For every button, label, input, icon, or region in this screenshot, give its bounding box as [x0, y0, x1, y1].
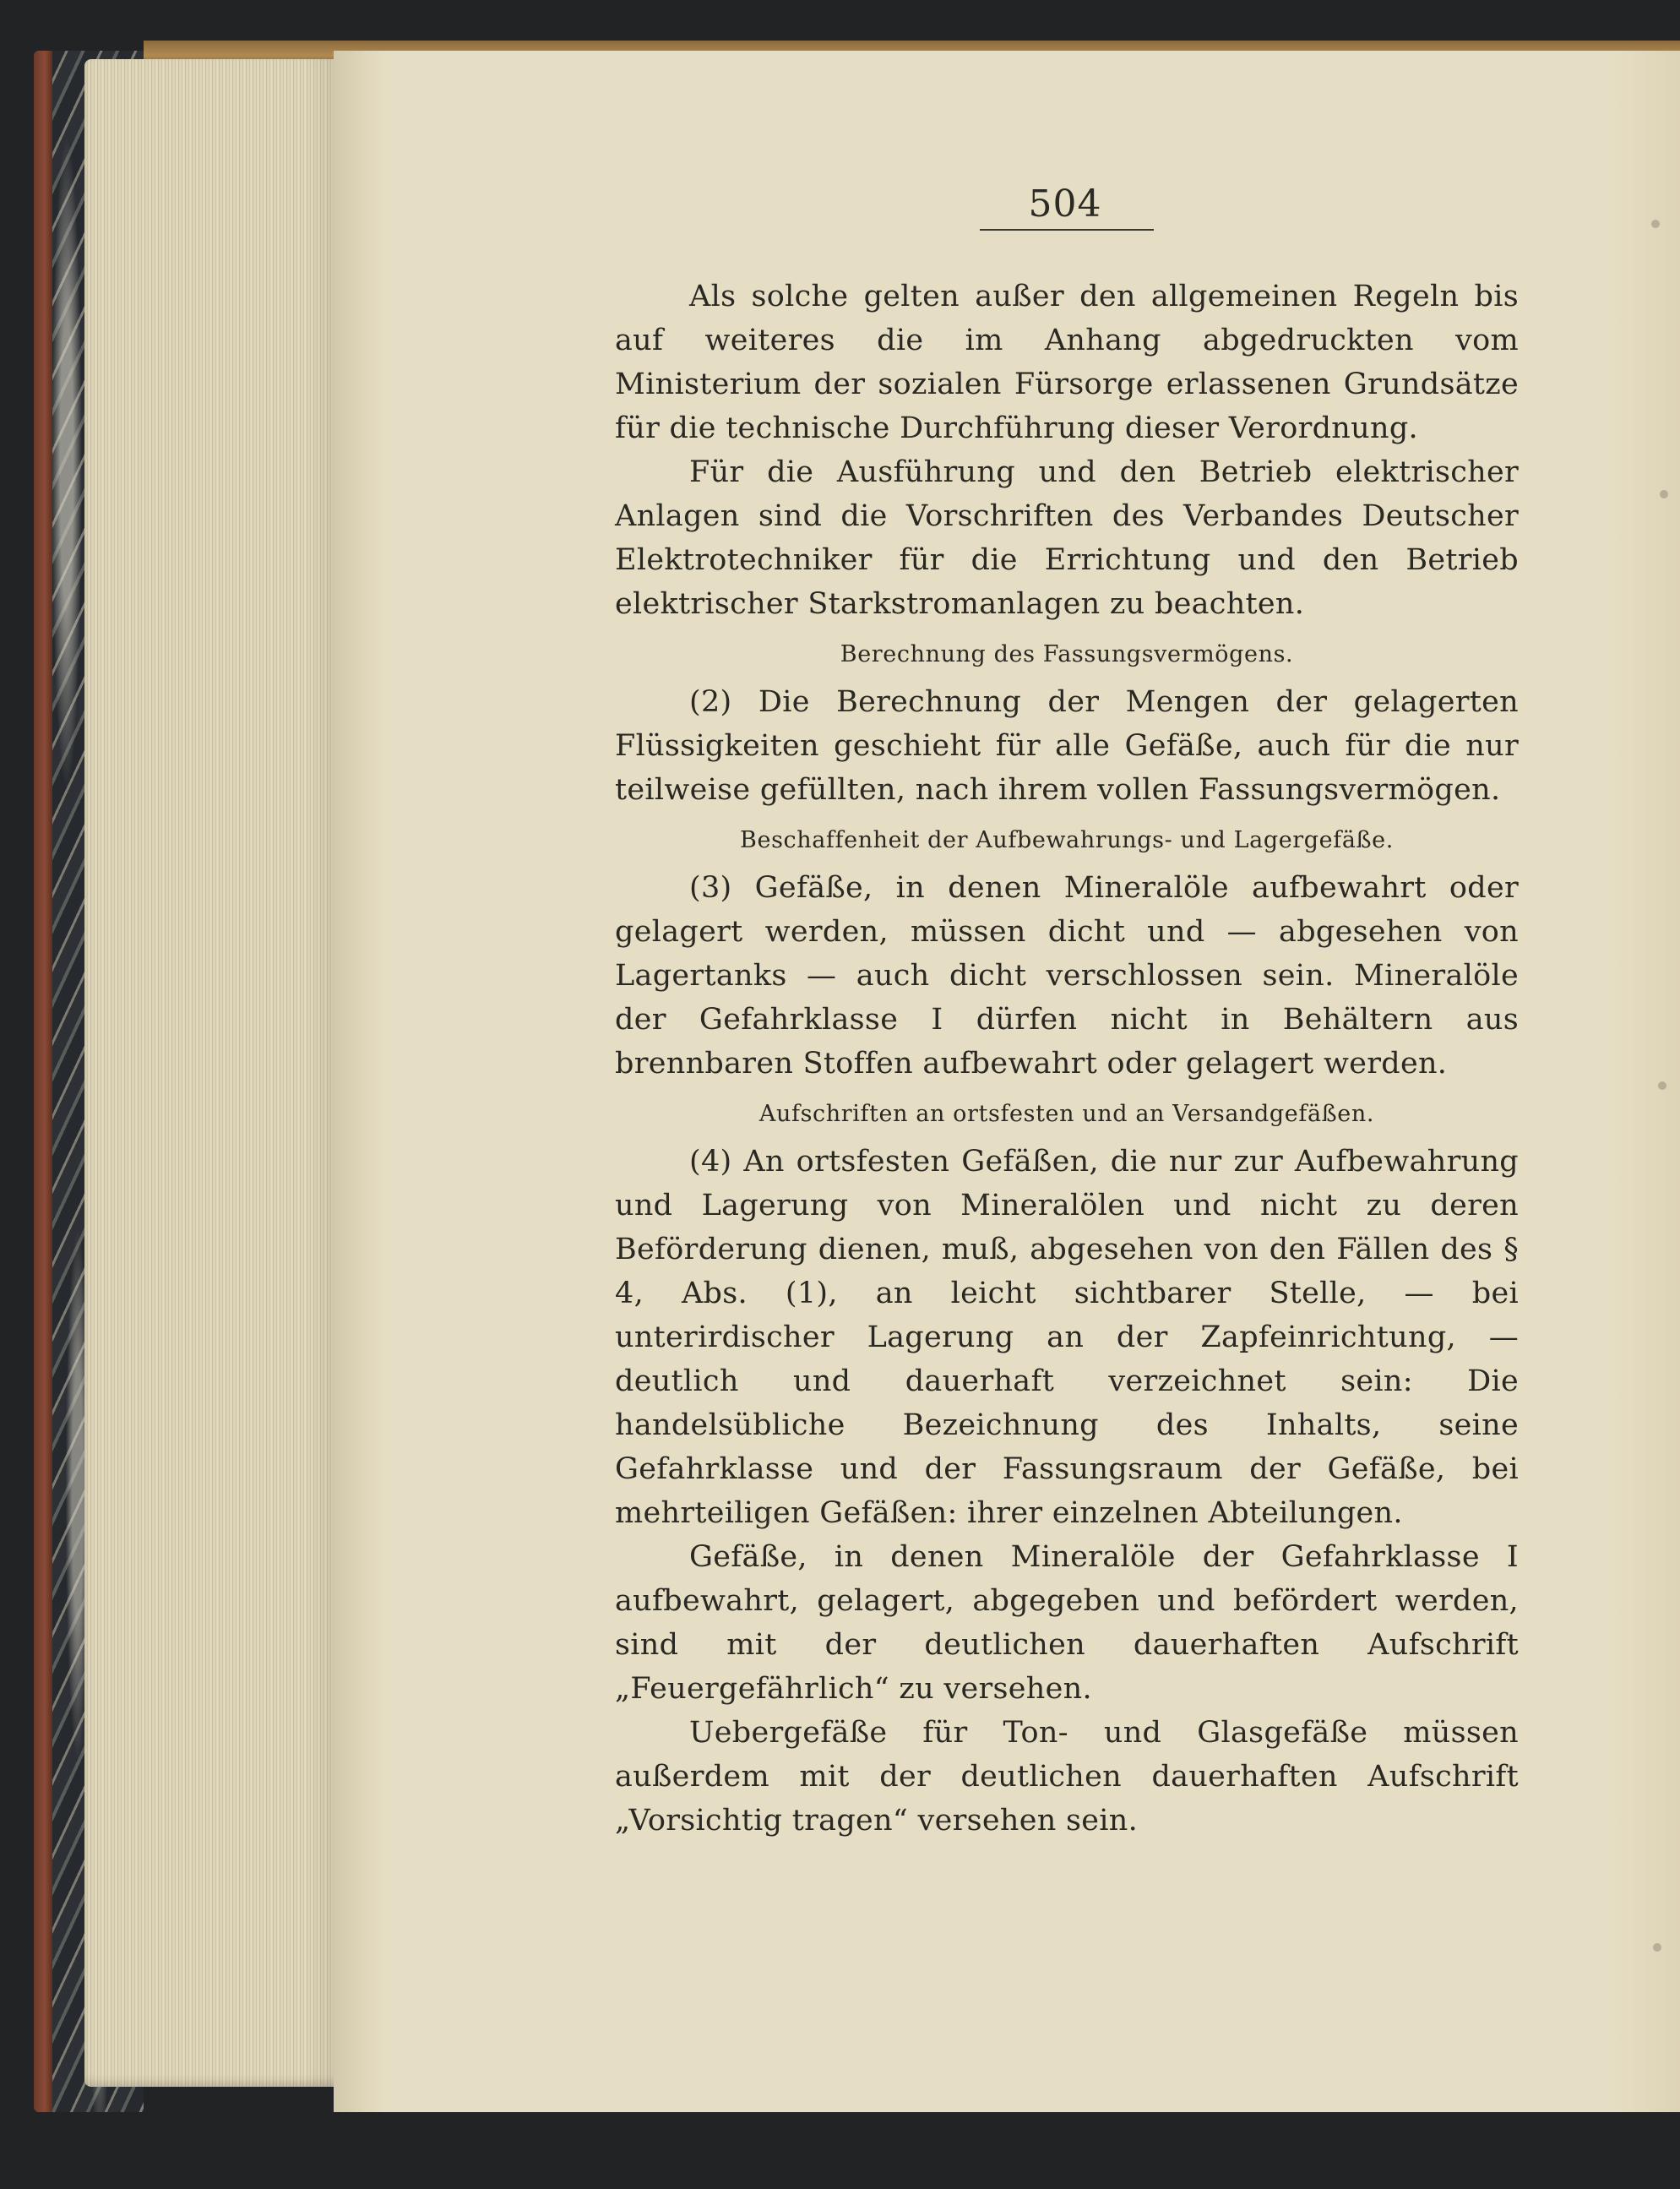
section-heading: Beschaffenheit der Aufbewahrungs- und Lagergefäße. [740, 827, 1394, 853]
page-edges-stack [84, 59, 338, 2087]
page-speck [1658, 1081, 1666, 1090]
page-speck [1651, 220, 1660, 228]
paragraph: Als solche gelten außer den allgemeinen Regeln bis auf weiteres die im Anhang abgedruckten vom Ministerium der sozialen Fürsorge erlassenen Grundsätze für die technische Durchführung dieser Verordnung. [615, 280, 1519, 445]
page-speck [1660, 490, 1668, 498]
paragraph: Uebergefäße für Ton- und Glasgefäße müssen außerdem mit der deutlichen dauerhaften Aufschrift „Vorsichtig tragen“ versehen sein. [615, 1716, 1519, 1838]
page-speck [1653, 1943, 1661, 1952]
page-body [615, 275, 1519, 1843]
paragraph: (3) Gefäße, in denen Mineralöle aufbewahrt oder gelagert werden, müssen dicht und — abgesehen von Lagertanks — auch dicht verschlossen sein. Mineralöle der Gefahrklasse I dürfen nicht in Behältern aus brennbaren Stoffen aufbewahrt oder gelagert werden. [615, 871, 1519, 1081]
leather-spine-edge [34, 51, 52, 2112]
paragraph: Gefäße, in denen Mineralöle der Gefahrklasse I aufbewahrt, gelagert, abgegeben und befördert werden, sind mit der deutlichen dauerhaften Aufschrift „Feuergefährlich“ zu versehen. [615, 1540, 1519, 1706]
paragraph: (2) Die Berechnung der Mengen der gelagerten Flüssigkeiten geschieht für alle Gefäße, auch für die nur teilweise gefüllten, nach ihrem vollen Fassungsvermögen. [615, 685, 1519, 807]
section-heading: Berechnung des Fassungsvermögens. [840, 641, 1294, 667]
page-number-rule [980, 229, 1154, 231]
section-heading: Aufschriften an ortsfesten und an Versandgefäßen. [758, 1101, 1375, 1127]
paragraph: (4) An ortsfesten Gefäßen, die nur zur Aufbewahrung und Lagerung von Mineralölen und nicht zu deren Beförderung dienen, muß, abgesehen von den Fällen des § 4, Abs. (1), an leicht sichtbarer Stelle, — bei unterirdischer Lagerung an der Zapfeinrichtung, — deutlich und dauerhaft verzeichnet sein: Die handelsübliche Bezeichnung des Inhalts, seine Gefahrklasse und der Fassungsraum der Gefäße, bei mehrteiligen Gefäßen: ihrer einzelnen Abteilungen. [615, 1145, 1519, 1530]
page-number: 504 [1028, 182, 1102, 226]
paragraph: Für die Ausführung und den Betrieb elektrischer Anlagen sind die Vorschriften des Verbandes Deutscher Elektrotechniker für die Errichtung und den Betrieb elektrischer Starkstromanlagen zu beachten. [615, 455, 1519, 621]
